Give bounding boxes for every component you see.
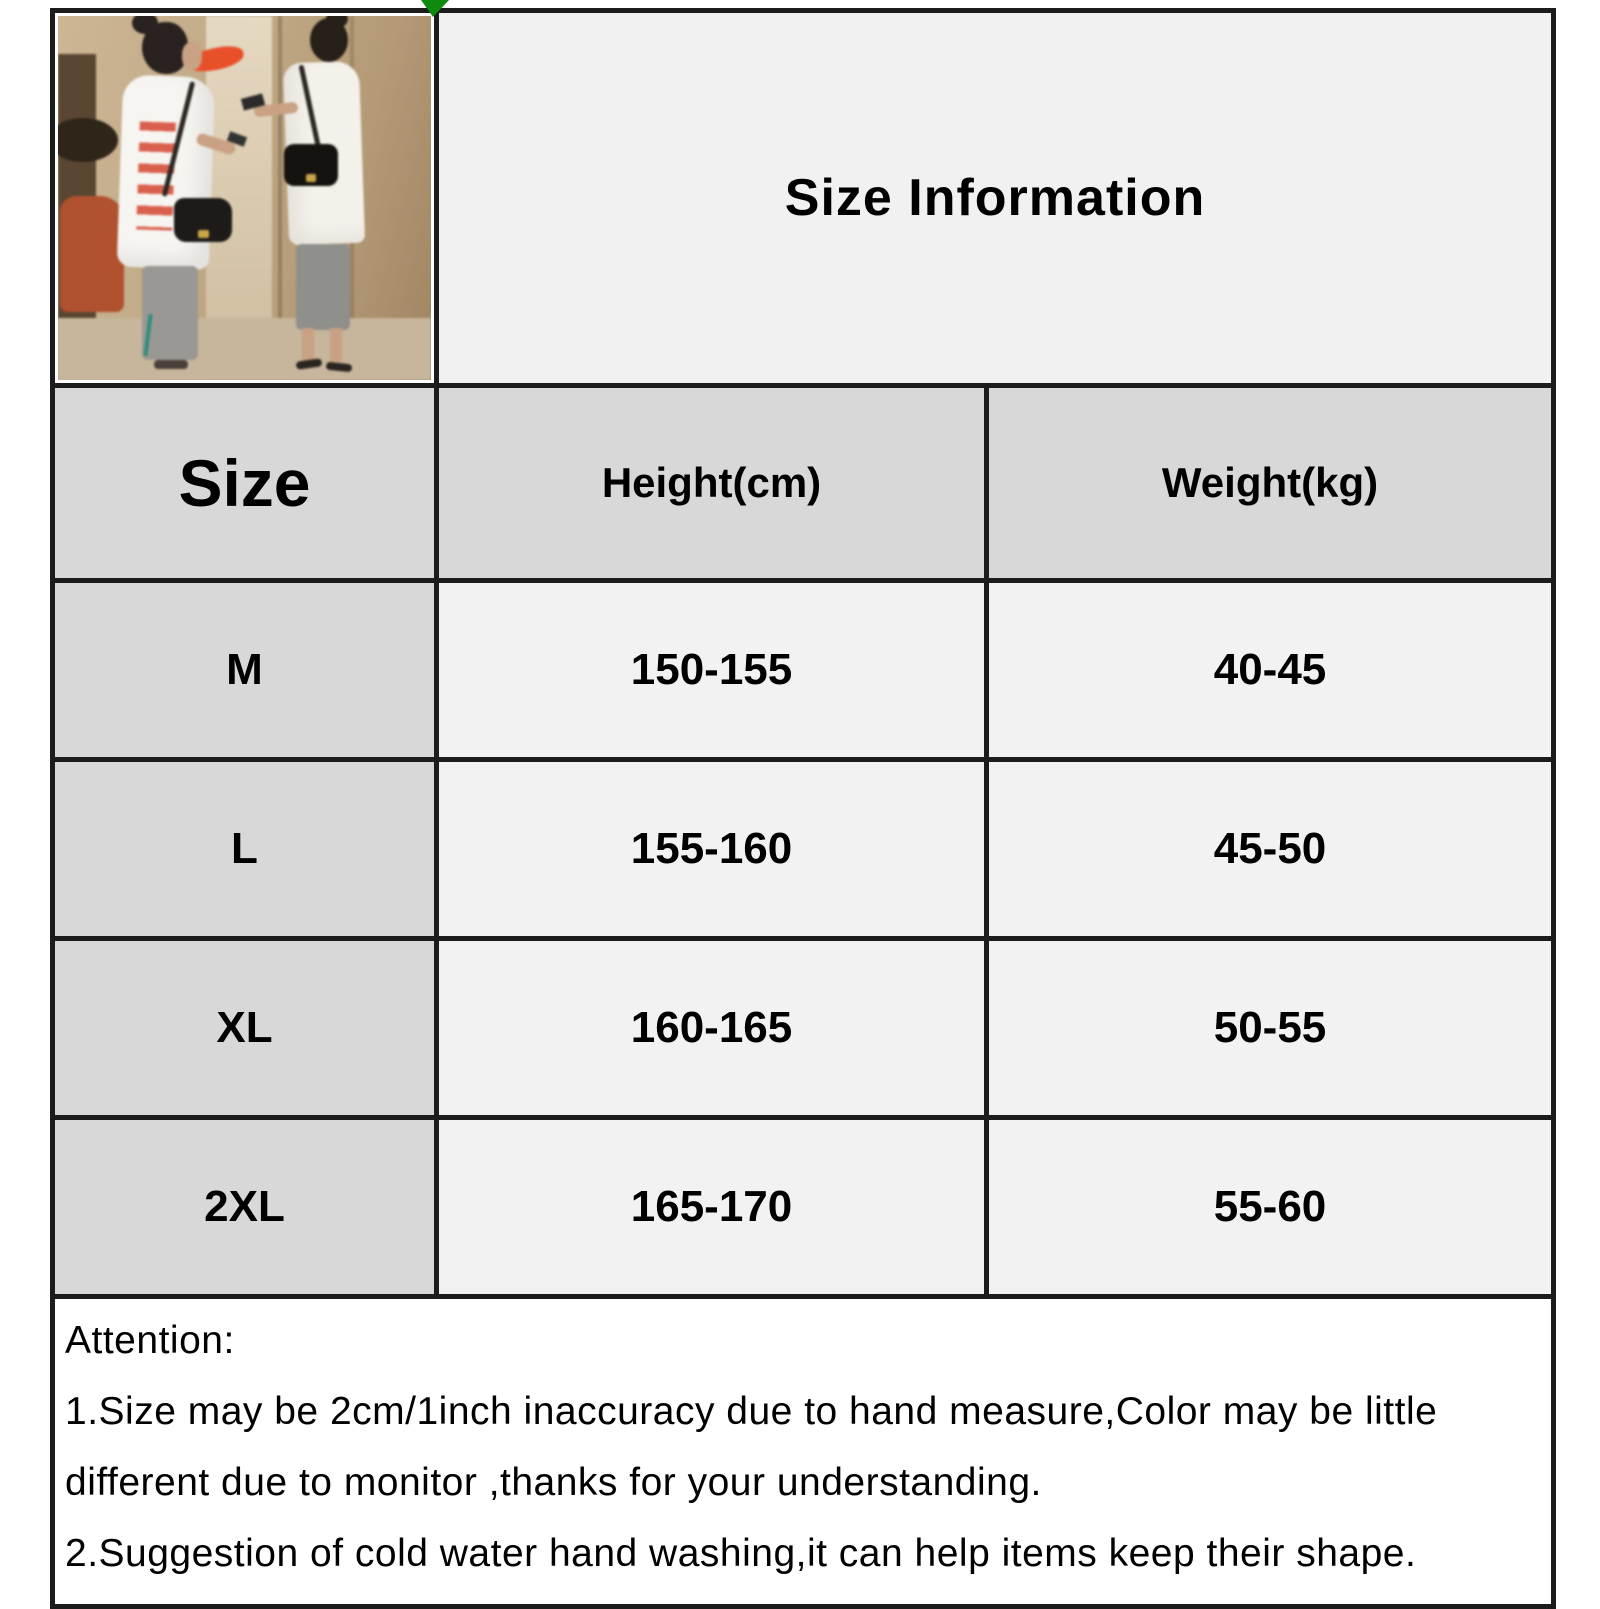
attention-note: [53, 1297, 1554, 1607]
left-woman-face: [182, 42, 202, 70]
table-row: [53, 581, 1554, 760]
photo-scene: [58, 16, 431, 380]
left-woman-pants: [142, 266, 198, 360]
attention-line-3: 2.Suggestion of cold water hand washing,it can help items keep their shape.: [65, 1532, 1417, 1575]
height-value-xl: 160-165: [437, 939, 987, 1118]
right-woman-pants: [296, 244, 350, 330]
table-header-row: [53, 386, 1554, 581]
weight-value-xl: 50-55: [987, 939, 1554, 1118]
weight-value-2xl: 55-60: [987, 1118, 1554, 1297]
right-woman-leg: [330, 328, 342, 362]
photo-side-table: [58, 118, 118, 162]
table-row: [53, 939, 1554, 1118]
green-corner-marker-icon: [421, 0, 449, 17]
column-header-height: Height(cm): [437, 386, 987, 581]
page-title: Size Information: [784, 169, 1206, 227]
photo-orange-chair: [60, 196, 124, 312]
title-cell: [437, 11, 1554, 386]
attention-row: [53, 1297, 1554, 1607]
size-table: [50, 8, 1556, 1609]
weight-value-l: 45-50: [987, 760, 1554, 939]
photo-title-row: [53, 11, 1554, 386]
table-row: [53, 1118, 1554, 1297]
right-woman-bag-clasp: [306, 174, 316, 182]
left-woman-shoe: [154, 360, 188, 369]
right-woman-leg: [302, 328, 314, 362]
attention-line-2: different due to monitor ,thanks for your understanding.: [65, 1461, 1042, 1504]
photo-cell: [53, 11, 437, 386]
left-woman-bag-clasp: [198, 230, 209, 238]
attention-heading: Attention:: [65, 1319, 235, 1362]
column-header-size: Size: [53, 386, 437, 581]
table-row: [53, 760, 1554, 939]
height-value-l: 155-160: [437, 760, 987, 939]
size-label-xl: XL: [53, 939, 437, 1118]
height-value-m: 150-155: [437, 581, 987, 760]
column-header-weight: Weight(kg): [987, 386, 1554, 581]
size-label-2xl: 2XL: [53, 1118, 437, 1297]
height-value-2xl: 165-170: [437, 1118, 987, 1297]
weight-value-m: 40-45: [987, 581, 1554, 760]
photo-floor: [58, 318, 431, 380]
attention-line-1: 1.Size may be 2cm/1inch inaccuracy due to hand measure,Color may be little: [65, 1390, 1438, 1433]
product-photo: [58, 16, 431, 380]
size-label-m: M: [53, 581, 437, 760]
size-label-l: L: [53, 760, 437, 939]
